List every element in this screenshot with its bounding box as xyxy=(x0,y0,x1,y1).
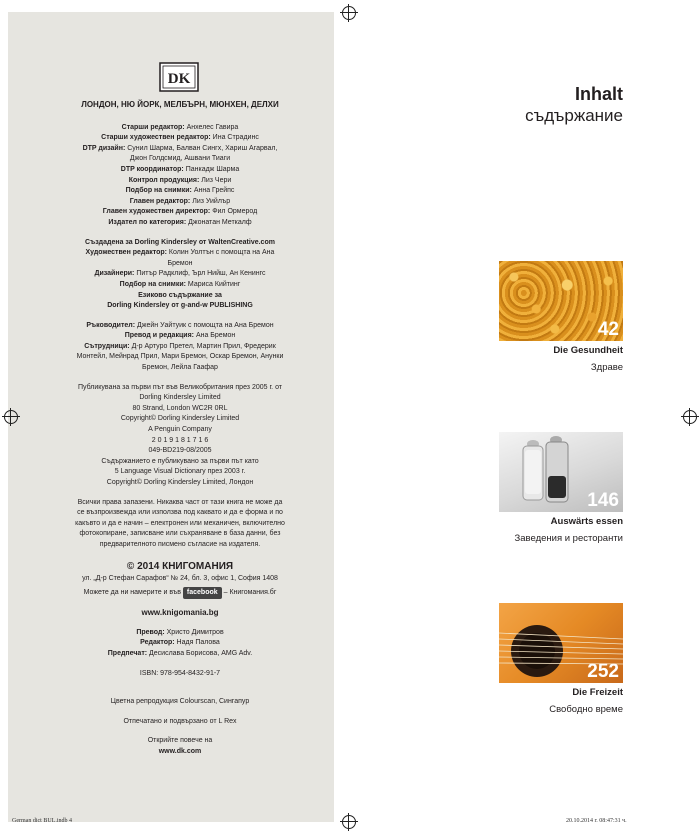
publication-line: Публикувана за първи път във Великобритания през 2005 г. от xyxy=(77,383,283,391)
contents-section-eating-out[interactable] xyxy=(499,432,623,547)
reproduction-note: Цветна репродукция Colourscan, Сингапур xyxy=(110,698,250,706)
publication-line: Съдържанието е публикувано за първи път като xyxy=(101,457,259,465)
publication-line: Copyright© Dorling Kindersley Limited xyxy=(120,415,240,423)
printed-note: Отпечатано и подвързано от L Rex xyxy=(123,717,237,725)
contents-title-bg: съдържание xyxy=(525,106,623,125)
isbn: ISBN: 978-954-8432-91-7 xyxy=(139,669,221,677)
discover-more: Открийте повече на xyxy=(147,737,213,745)
contents-section-health[interactable] xyxy=(499,261,623,376)
publication-line: 80 Strand, London WC2R 0RL xyxy=(132,404,228,412)
rights-notice: Всички права запазени. Никаква част от тази книга не може да се възпроизвежда или използва под каквато и да е форма и по какъвто и да е начин – електронен или механичен, включително фотокопиране, записване или съхраняване в база данни, без предварителното писмено съгласие на издателя. xyxy=(75,498,285,548)
credit-line: DTP дизайн: Сунил Шарма, Балван Сингх, Хариш Агарвал, Джон Голдсмид, Ашвани Тиаги xyxy=(82,144,278,163)
credit-line: DTP координатор: Панкадж Шарма xyxy=(120,165,240,173)
svg-text:DK: DK xyxy=(167,71,191,87)
dk-logo xyxy=(159,62,199,92)
website-link[interactable]: www.knigomania.bg xyxy=(141,608,219,618)
facebook-badge[interactable]: facebook xyxy=(183,587,222,599)
credit-line: Старши редактор: Анхелес Гавира xyxy=(121,123,239,131)
publication-line: A Penguin Company xyxy=(148,426,212,434)
credit-line: Старши художествен редактор: Ина Страдинс xyxy=(101,134,259,142)
print-slug-timestamp: 20.10.2014 г. 08:47:31 ч. xyxy=(566,818,627,824)
print-slug-file: German dict BUL.indb 4 xyxy=(12,818,72,824)
publication-line: 5 Language Visual Dictionary през 2003 г. xyxy=(114,468,246,476)
facebook-page[interactable]: – Книгомания.бг xyxy=(223,589,277,597)
created-for: Създадена за Dorling Kindersley от WaltenCreative.com xyxy=(85,238,275,246)
credit-line: Сътрудници: Д-р Артуро Претел, Мартин Прил, Фредерик Монтейл, Мейнрад Прил, Мари Бремон, Оскар Бремон, Анунки Бремон, Лейла Гаафар xyxy=(76,342,284,372)
section-page-number: 42 xyxy=(597,319,619,340)
language-content-publisher: Dorling Kindersley от g-and-w PUBLISHING xyxy=(107,302,253,310)
credit-line: Подбор на снимки: Мариса Кийтинг xyxy=(119,280,241,288)
registration-mark-icon xyxy=(683,410,697,424)
publication-line: Dorling Kindersley Limited xyxy=(139,394,221,402)
social-line: Можете да ни намерите и във facebook – Книгомания.бг xyxy=(74,587,286,599)
publication-line: 2 0 1 9 1 8 1 7 1 6 xyxy=(151,436,209,444)
section-title-bg: Свободно време xyxy=(549,704,623,715)
publication-line: Copyright© Dorling Kindersley Limited, Лондон xyxy=(106,479,254,486)
credit-line: Ръководител: Джейн Уайтуик с помощта на Ана Бремон xyxy=(86,321,274,329)
section-title-bg: Здраве xyxy=(590,362,623,373)
publisher-cities: ЛОНДОН, НЮ ЙОРК, МЕЛБЪРН, МЮНХЕН, ДЕЛХИ xyxy=(81,100,279,109)
contents-section-leisure[interactable] xyxy=(499,603,623,718)
copyright-bg: © 2014 КНИГОМАНИЯ xyxy=(126,560,234,572)
credit-line: Художествен редактор: Колин Уолтън с помощта на Ана Бремон xyxy=(85,249,275,267)
publication-line: 049-BD219-08/2005 xyxy=(148,447,212,455)
credit-line: Редактор: Надя Палова xyxy=(140,639,220,647)
credit-line: Главен художествен директор: Фил Ормерод xyxy=(102,208,258,216)
credit-line: Превод и редакция: Ана Бремон xyxy=(124,332,236,340)
registration-mark-icon xyxy=(4,410,18,424)
publisher-address: ул. „Д-р Стефан Сарафов“ № 24, бл. 3, офис 1, София 1408 xyxy=(82,574,278,582)
section-title-de: Die Gesundheit xyxy=(553,345,623,356)
section-page-number: 146 xyxy=(587,490,619,511)
registration-mark-icon xyxy=(342,815,356,829)
dk-website-link[interactable]: www.dk.com xyxy=(158,747,202,755)
credit-line: Подбор на снимки: Анна Грейпс xyxy=(125,187,235,195)
contents-title-de: Inhalt xyxy=(575,84,623,104)
section-page-number: 252 xyxy=(587,661,619,682)
credit-line: Издател по категория: Джонатан Меткалф xyxy=(108,218,252,226)
section-title-bg: Заведения и ресторанти xyxy=(514,533,623,544)
credit-line: Главен редактор: Лиз Уийлър xyxy=(129,197,231,205)
section-title-de: Die Freizeit xyxy=(572,687,623,698)
amber-beads-image xyxy=(499,261,623,341)
credit-line: Превод: Христо Димитров xyxy=(136,628,224,636)
salt-pepper-mills-image xyxy=(499,432,623,512)
registration-mark-icon xyxy=(342,6,356,20)
language-content: Езиково съдържание за xyxy=(138,291,222,299)
credit-line: Дизайнери: Питър Радклиф, Ърл Нийш, Ан Кенингс xyxy=(94,270,266,278)
guitar-image xyxy=(499,603,623,683)
section-title-de: Auswärts essen xyxy=(550,516,623,527)
imprint-credits xyxy=(74,100,286,758)
credit-line: Предпечат: Десислава Борисова, AMG Adv. xyxy=(107,649,253,657)
credit-line: Контрол продукция: Лиз Чери xyxy=(128,176,232,184)
